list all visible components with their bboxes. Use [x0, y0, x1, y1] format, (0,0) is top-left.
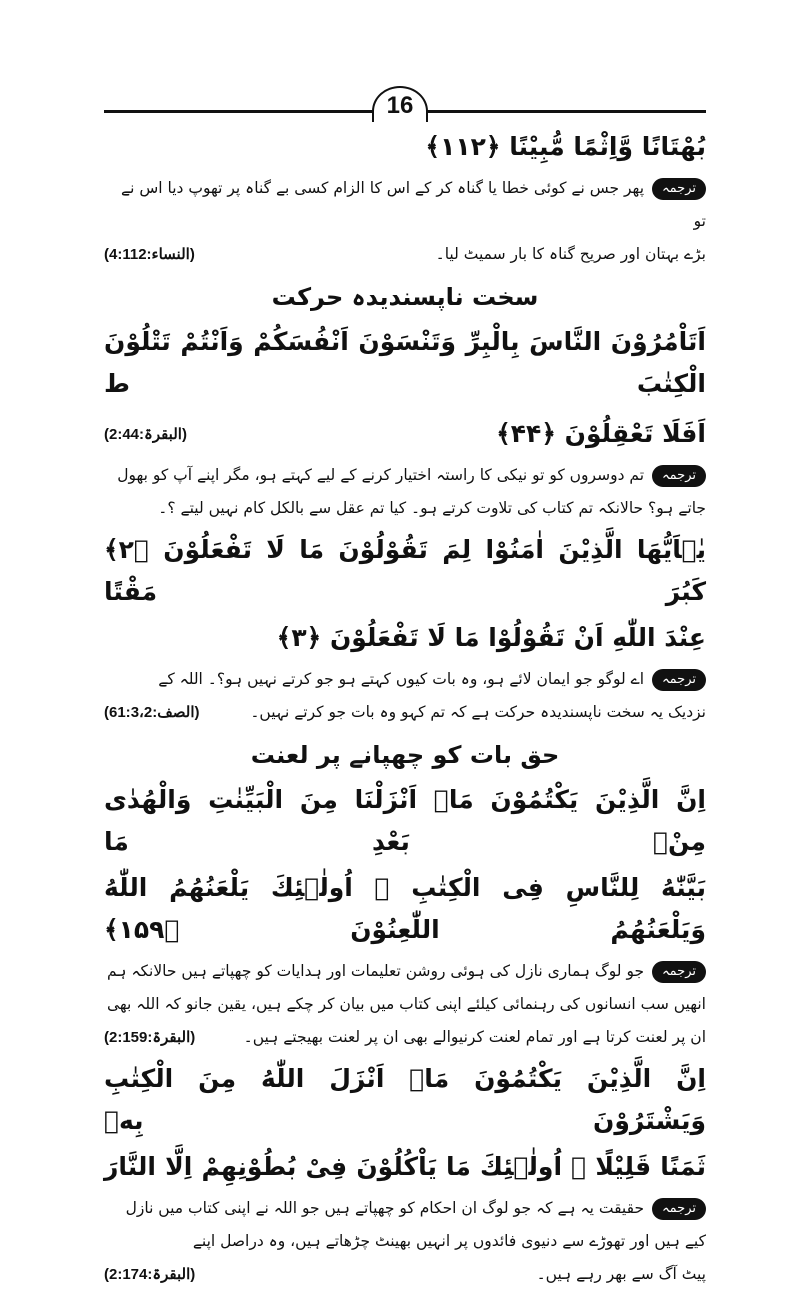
section-saff-2-3: [104, 529, 706, 729]
translation-line: [104, 172, 706, 238]
translation-text: اے لوگو جو ایمان لائے ہو، وہ بات کیوں کہتے ہو جو کرتے نہیں ہو؟۔ اللہ کے: [158, 670, 645, 688]
page-number: 16: [372, 86, 428, 122]
verse-reference: (61:الصف:3،2): [104, 704, 200, 721]
translation-line: [104, 238, 706, 271]
ayah-line: ثَمَنًا قَلِيْلًا ۙ اُولٰۤئِكَ مَا يَاْكُلُوْنَ فِىْ بُطُوْنِهِمْ اِلَّا النَّارَ: [104, 1152, 706, 1181]
verse-reference: (2:البقرۃ:44): [104, 426, 187, 443]
tarjuma-badge: ترجمہ: [652, 961, 706, 983]
section-baqarah-44: [104, 277, 706, 525]
ayah-line: اِنَّ الَّذِيْنَ يَكْتُمُوْنَ مَاۤ اَنْزَلْنَا مِنَ الْبَيِّنٰتِ وَالْهُدٰى مِنْۢ بَعْدِ مَا: [104, 785, 706, 856]
section-nisa-112: [104, 126, 706, 271]
translation-line: [104, 1192, 706, 1225]
translation-text: پیٹ آگ سے بھر رہے ہیں۔: [536, 1265, 706, 1283]
translation-text: ان پر لعنت کرتا ہے اور تمام لعنت کرنیوالے بھی ان پر لعنت بھیجتے ہیں۔: [243, 1028, 706, 1046]
translation-line: [104, 1258, 706, 1291]
translation-text: بڑے بہتان اور صریح گناہ کا بار سمیٹ لیا۔: [435, 245, 706, 263]
page-header: [0, 0, 792, 120]
page-content: [104, 122, 706, 1291]
translation-text: نزدیک یہ سخت ناپسندیدہ حرکت ہے کہ تم کہو وہ بات جو کرتے نہیں۔: [250, 703, 706, 721]
translation-text: تم دوسروں کو تو نیکی کا راستہ اختیار کرنے کے لیے کہتے ہو، مگر اپنے آپ کو بھول: [117, 466, 645, 484]
ayah-line: اَفَلَا تَعْقِلُوْنَ ﴿۴۴﴾: [496, 419, 706, 448]
ayah-line: يٰۤاَيُّهَا الَّذِيْنَ اٰمَنُوْا لِمَ تَقُوْلُوْنَ مَا لَا تَفْعَلُوْنَ ﴿۲﴾ كَبُرَ مَقْتًا: [104, 535, 706, 606]
ayah-line-with-reference: [104, 409, 706, 459]
tarjuma-badge: ترجمہ: [652, 178, 706, 200]
verse-reference: (2:البقرۃ:174): [104, 1266, 196, 1283]
ayah-line: بَيَّنّٰهُ لِلنَّاسِ فِى الْكِتٰبِ ۙ اُولٰۤئِكَ يَلْعَنُهُمُ اللّٰهُ وَيَلْعَنُهُمُ اللّٰعِنُوْنَ ﴿۱۵۹﴾: [104, 873, 706, 944]
translation-line: جاتے ہو؟ حالانکہ تم کتاب کی تلاوت کرتے ہو۔ کیا تم عقل سے بالکل کام نہیں لیتے ؟۔: [158, 499, 706, 517]
translation-text: حقیقت یہ ہے کہ جو لوگ ان احکام کو چھپاتے ہیں جو اللہ نے اپنی کتاب میں نازل: [125, 1199, 645, 1217]
section-heading: سخت ناپسندیدہ حرکت: [271, 283, 539, 311]
tarjuma-badge: ترجمہ: [652, 1198, 706, 1220]
section-heading: حق بات کو چھپانے پر لعنت: [250, 741, 560, 769]
tarjuma-badge: ترجمہ: [652, 465, 706, 487]
ayah-line: اَتَاْمُرُوْنَ النَّاسَ بِالْبِرِّ وَتَنْسَوْنَ اَنْفُسَكُمْ وَاَنْتُمْ تَتْلُوْنَ الْكِتٰبَ ط: [104, 327, 706, 398]
ayah-line: بُهْتَانًا وَّاِثْمًا مُّبِيْنًا ﴿۱۱۲﴾: [425, 132, 706, 161]
ayah-line: اِنَّ الَّذِيْنَ يَكْتُمُوْنَ مَاۤ اَنْزَلَ اللّٰهُ مِنَ الْكِتٰبِ وَيَشْتَرُوْنَ بِهٖ: [104, 1064, 706, 1135]
translation-line: انھیں سب انسانوں کی رہنمائی کیلئے اپنی کتاب میں بیان کر چکے ہیں، یقین جانو کہ اللہ بھی: [106, 995, 706, 1013]
translation-line: کیے ہیں اور تھوڑے سے دنیوی فائدوں پر انہیں بھینٹ چڑھاتے ہیں، وہ دراصل اپنے: [192, 1232, 706, 1250]
section-baqarah-159: [104, 735, 706, 1054]
translation-line: [104, 459, 706, 492]
translation-line: [104, 955, 706, 988]
section-baqarah-174: [104, 1058, 706, 1291]
translation-line: [104, 663, 706, 696]
ayah-line: عِنْدَ اللّٰهِ اَنْ تَقُوْلُوْا مَا لَا تَفْعَلُوْنَ ﴿۳﴾: [276, 623, 706, 652]
translation-text: پھر جس نے کوئی خطا یا گناہ کر کے اس کا الزام کسی بے گناہ پر تھوپ دیا اس نے تو: [121, 179, 706, 230]
verse-reference: (2:البقرۃ:159): [104, 1029, 196, 1046]
translation-line: [104, 1021, 706, 1054]
translation-text: جو لوگ ہماری نازل کی ہوئی روشن تعلیمات اور ہدایات کو چھپاتے ہیں حالانکہ ہم: [107, 962, 645, 980]
tarjuma-badge: ترجمہ: [652, 669, 706, 691]
translation-line: [104, 696, 706, 729]
verse-reference: (4:النساء:112): [104, 246, 195, 263]
